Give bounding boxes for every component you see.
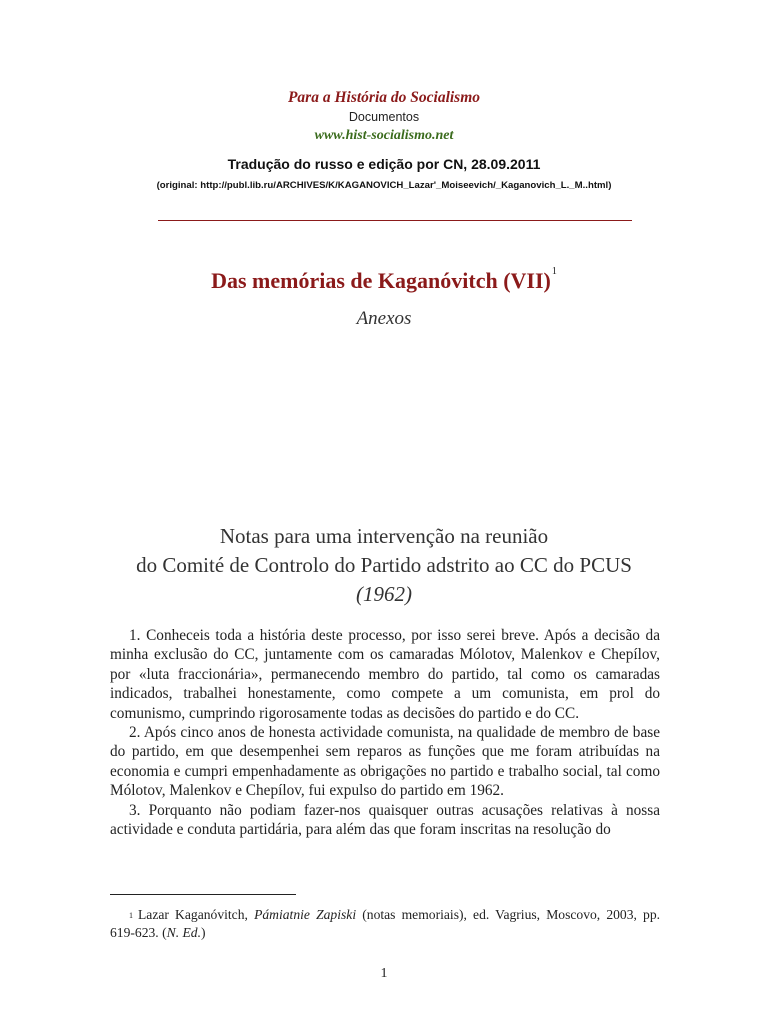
section-heading-line2: do Comité de Controlo do Partido adstrito ao CC do PCUS — [136, 553, 632, 577]
document-title — [0, 268, 768, 294]
document-subtitle: Anexos — [356, 308, 412, 329]
footnote — [110, 906, 660, 941]
section-heading — [0, 522, 768, 609]
paragraph-1: 1. Conheceis toda a história deste processo, por isso serei breve. Após a decisão da minha exclusão do CC, juntamente com os camaradas Mólotov, Malenkov e Chepílov, por «luta fraccionária», permanecendo membro do partido, tal como os camaradas indicados, trabalhei honestamente, como compete a um comunista, em prol do comunismo, cumprindo rigorosamente todas as decisões do partido e do CC. — [110, 627, 660, 722]
footnote-work: Pámiatnie Zapiski — [254, 907, 357, 922]
documents-label: Documentos — [348, 110, 420, 124]
footnote-closing: ) — [201, 924, 206, 940]
body-text — [110, 626, 660, 839]
footnote-details: (notas memoriais), ed. Vagrius, Moscovo, 2003, pp. 619-623. ( — [110, 907, 661, 940]
footnote-author: Lazar Kaganóvitch, — [138, 907, 248, 922]
footnote-editor-note: N. Ed. — [166, 924, 202, 940]
header-divider — [158, 220, 632, 221]
footnote-reference[interactable]: 1 — [551, 266, 557, 277]
paragraph-3: 3. Porquanto não podiam fazer-nos quaisquer outras acusações relativas à nossa actividade e conduta partidária, para além das que foram inscritas na resolução do — [110, 801, 660, 839]
document-title-text: Das memórias de Kaganóvitch (VII) — [211, 268, 551, 293]
section-heading-line1: Notas para uma intervenção na reunião — [219, 524, 549, 548]
section-heading-year: (1962) — [356, 582, 412, 606]
footnote-number: 1 — [129, 911, 133, 920]
series-title: Para a História do Socialismo — [287, 89, 481, 106]
paragraph-2: 2. Após cinco anos de honesta actividade comunista, na qualidade de membro de base do partido, em que desempenhei sem reparos as funções que me foram atribuídas na economia e cumpri empenhadamente as obrigações no partido e trabalho social, tal como Mólotov, Malenkov e Chepílov, fui expulso do partido em 1962. — [110, 724, 660, 800]
translation-credit: Tradução do russo e edição por CN, 28.09.2011 — [227, 156, 541, 172]
website-link[interactable]: www.hist-socialismo.net — [314, 128, 454, 143]
page-number: 1 — [380, 966, 388, 981]
original-source: (original: http://publ.lib.ru/ARCHIVES/K/KAGANOVICH_Lazar'_Moiseevich/_Kaganovich_L._M..html) — [156, 180, 612, 191]
footnote-divider — [110, 894, 296, 895]
